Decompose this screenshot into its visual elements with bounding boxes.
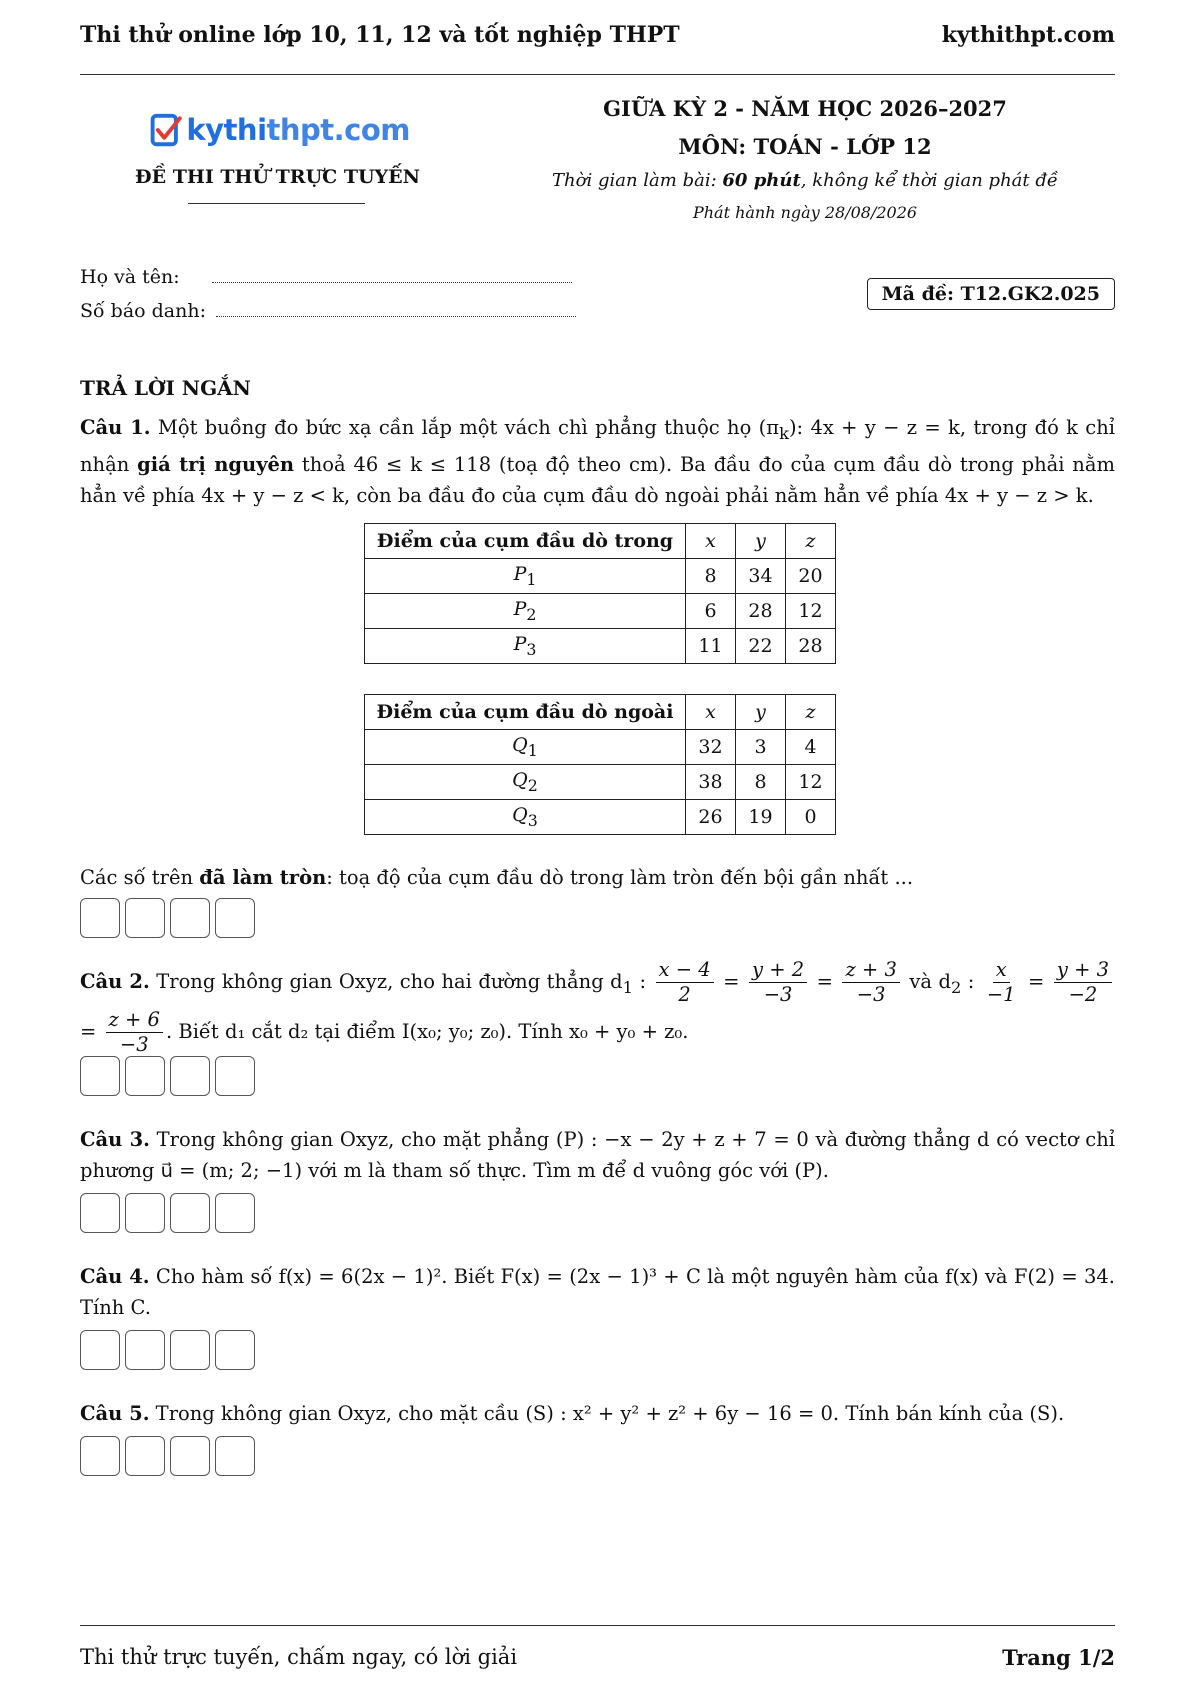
student-name-field[interactable] xyxy=(212,268,572,283)
table-cell: 12 xyxy=(786,765,836,800)
table-cell: 32 xyxy=(686,730,736,765)
page-number: Trang 1/2 xyxy=(1002,1645,1115,1670)
point-subscript: 2 xyxy=(526,604,537,624)
table-cell: 22 xyxy=(736,629,786,664)
section-title: TRẢ LỜI NGẮN xyxy=(80,376,251,400)
duration-prefix: Thời gian làm bài: xyxy=(552,170,723,191)
answer-box[interactable] xyxy=(125,1330,165,1370)
table-cell: 26 xyxy=(686,800,736,835)
header-divider xyxy=(80,74,1115,75)
question-1-text-a: Một buồng đo bức xạ cần lắp một vách chì phẳng thuộc họ (π xyxy=(150,416,780,439)
answer-box[interactable] xyxy=(170,1193,210,1233)
fraction-num: x − 4 xyxy=(656,958,714,983)
fraction xyxy=(1054,958,1112,1007)
question-4-label: Câu 4. xyxy=(80,1265,150,1288)
table-cell: 28 xyxy=(786,629,836,664)
logo-checkmark-icon xyxy=(150,104,182,156)
note-prefix: Các số trên xyxy=(80,866,200,889)
table-cell xyxy=(365,800,686,835)
table-cell: 0 xyxy=(786,800,836,835)
inner-probe-table xyxy=(364,523,836,664)
note-bold: đã làm tròn xyxy=(199,866,327,889)
logo-brand xyxy=(186,113,410,147)
answer-boxes-q5 xyxy=(80,1436,255,1476)
table-row xyxy=(365,800,836,835)
question-4 xyxy=(80,1261,1115,1323)
question-1-subscript: k xyxy=(779,423,789,443)
fraction-num: y + 2 xyxy=(749,958,807,983)
release-date: Phát hành ngày 28/08/2026 xyxy=(692,203,918,222)
question-2: Câu 2. Trong không gian Oxyz, cho hai đường thẳng $d_1$ : $\frac{x - 4}{2}$ = $\frac{y + 2}{-3}$ = $\frac{z + 3}{-3}$ và $d_2$ : $\frac{x}{-1}$ = $\frac{y + 3}{-2}$ = $\frac{z + 6}{-3}$ . Biết d₁ cắt d₂ tại điểm I(x₀; y₀; z₀). Tính x₀ + y₀ + z₀. xyxy=(80,958,1115,1057)
question-1 xyxy=(80,412,1115,511)
question-2-label: Câu 2. xyxy=(80,970,150,993)
subtitle-underline xyxy=(188,203,365,204)
question-1-bold: giá trị nguyên xyxy=(137,452,295,476)
table-header-cell: x xyxy=(686,524,736,559)
table-cell: 3 xyxy=(736,730,786,765)
table-header-row xyxy=(365,695,836,730)
answer-box[interactable] xyxy=(80,1436,120,1476)
fraction-num: z + 3 xyxy=(842,958,899,983)
table-header-cell: z xyxy=(786,695,836,730)
fraction-den: −1 xyxy=(986,983,1016,1006)
point-name: Q xyxy=(512,804,528,827)
fraction-num: x xyxy=(993,958,1010,983)
answer-box[interactable] xyxy=(215,1436,255,1476)
exam-subject: MÔN: TOÁN - LỚP 12 xyxy=(678,134,932,159)
running-header-left: Thi thử online lớp 10, 11, 12 và tốt nghiệp THPT xyxy=(80,22,680,48)
fraction-den: 2 xyxy=(678,983,691,1006)
fraction xyxy=(749,958,807,1007)
student-id-field[interactable] xyxy=(216,302,576,317)
answer-box[interactable] xyxy=(215,1056,255,1096)
student-id-row xyxy=(80,300,576,322)
question-3-label: Câu 3. xyxy=(80,1128,150,1151)
table-row xyxy=(365,629,836,664)
table-cell xyxy=(365,559,686,594)
table-header-cell: y xyxy=(736,524,786,559)
fraction-num: y + 3 xyxy=(1054,958,1112,983)
duration-value: 60 phút xyxy=(722,170,801,191)
point-subscript: 2 xyxy=(527,775,538,795)
question-2-and: và d xyxy=(909,970,951,993)
answer-box[interactable] xyxy=(80,1330,120,1370)
fraction xyxy=(656,958,714,1007)
answer-box[interactable] xyxy=(170,1056,210,1096)
logo xyxy=(150,100,410,160)
table-cell: 19 xyxy=(736,800,786,835)
student-name-row xyxy=(80,266,572,288)
answer-box[interactable] xyxy=(215,898,255,938)
note-suffix: : toạ độ của cụm đầu dò trong làm tròn đến bội gần nhất ... xyxy=(326,866,914,889)
answer-box[interactable] xyxy=(170,1330,210,1370)
answer-box[interactable] xyxy=(80,1193,120,1233)
table-header-cell: Điểm của cụm đầu dò trong xyxy=(365,524,686,559)
question-3-text: Trong không gian Oxyz, cho mặt phẳng (P) : −x − 2y + z + 7 = 0 và đường thẳng d có vectơ chỉ phương u⃗ = (m; 2; −1) với m là tham số thực. Tìm m để d vuông góc với (P). xyxy=(80,1128,1115,1182)
point-name: P xyxy=(513,633,527,656)
exam-type-subtitle: ĐỀ THI THỬ TRỰC TUYẾN xyxy=(135,166,420,188)
table-header-cell: x xyxy=(686,695,736,730)
fraction-den: −2 xyxy=(1068,983,1098,1006)
point-name: P xyxy=(513,563,527,586)
answer-box[interactable] xyxy=(80,898,120,938)
question-1-label: Câu 1. xyxy=(80,416,151,439)
point-name: Q xyxy=(512,769,528,792)
table-cell: 11 xyxy=(686,629,736,664)
answer-box[interactable] xyxy=(170,898,210,938)
question-2-sub1: 1 xyxy=(622,977,634,997)
question-3 xyxy=(80,1124,1115,1186)
question-4-text: Cho hàm số f(x) = 6(2x − 1)². Biết F(x) = (2x − 1)³ + C là một nguyên hàm của f(x) và F(2) = 34. Tính C. xyxy=(80,1265,1115,1319)
student-id-label: Số báo danh: xyxy=(80,300,207,322)
question-2-sub2: 2 xyxy=(950,977,962,997)
table-header-cell: y xyxy=(736,695,786,730)
table-header-cell: Điểm của cụm đầu dò ngoài xyxy=(365,695,686,730)
answer-box[interactable] xyxy=(170,1436,210,1476)
answer-boxes-q4 xyxy=(80,1330,255,1370)
fraction-den: −3 xyxy=(856,983,886,1006)
answer-box[interactable] xyxy=(80,1056,120,1096)
point-name: Q xyxy=(512,734,528,757)
outer-probe-table xyxy=(364,694,836,835)
question-5-text: Trong không gian Oxyz, cho mặt cầu (S) : x² + y² + z² + 6y − 16 = 0. Tính bán kính của (S). xyxy=(149,1402,1065,1425)
question-2-text-a: Trong không gian Oxyz, cho hai đường thẳng d xyxy=(149,970,623,993)
footer-divider xyxy=(80,1625,1115,1626)
running-header-right: kythithpt.com xyxy=(941,22,1115,48)
logo-brand-part2: thpt.com xyxy=(266,113,410,147)
answer-box[interactable] xyxy=(215,1330,255,1370)
answer-box[interactable] xyxy=(125,1193,165,1233)
table-row xyxy=(365,765,836,800)
table-cell: 8 xyxy=(736,765,786,800)
table-cell: 34 xyxy=(736,559,786,594)
table-cell: 38 xyxy=(686,765,736,800)
fraction xyxy=(984,958,1019,1007)
table-row xyxy=(365,559,836,594)
answer-boxes-q3 xyxy=(80,1193,255,1233)
question-1-text-c: thoả 46 ≤ k ≤ 118 (toạ độ theo cm). Ba đầu đo của cụm đầu dò trong phải nằm hẳn về phía 4x + y − z < k, còn ba đầu đo của cụm đầu dò ngoài phải nằm hẳn về phía 4x + y − z > k. xyxy=(80,452,1115,507)
footer-tagline: Thi thử trực tuyến, chấm ngay, có lời giải xyxy=(80,1645,518,1669)
fraction-num: z + 6 xyxy=(106,1008,163,1033)
table-cell xyxy=(365,730,686,765)
point-subscript: 3 xyxy=(526,639,537,659)
answer-box[interactable] xyxy=(125,898,165,938)
table-header-cell: z xyxy=(786,524,836,559)
table-row xyxy=(365,730,836,765)
fraction-den: −3 xyxy=(763,983,793,1006)
fraction-den: −3 xyxy=(119,1032,149,1056)
point-subscript: 1 xyxy=(527,740,538,760)
question-5-label: Câu 5. xyxy=(80,1402,150,1425)
exam-title: GIỮA KỲ 2 - NĂM HỌC 2026–2027 xyxy=(603,96,1007,121)
duration-suffix: , không kể thời gian phát đề xyxy=(800,170,1058,191)
answer-box[interactable] xyxy=(215,1193,255,1233)
question-1-note xyxy=(80,862,1115,893)
question-2-text-b: . Biết d₁ cắt d₂ tại điểm I(x₀; y₀; z₀). Tính x₀ + y₀ + z₀. xyxy=(165,1019,689,1043)
answer-boxes-q1 xyxy=(80,898,255,938)
answer-box[interactable] xyxy=(125,1056,165,1096)
table-cell: 12 xyxy=(786,594,836,629)
table-cell xyxy=(365,765,686,800)
table-cell: 6 xyxy=(686,594,736,629)
table-cell: 8 xyxy=(686,559,736,594)
table-cell: 4 xyxy=(786,730,836,765)
table-cell xyxy=(365,629,686,664)
point-subscript: 3 xyxy=(527,810,538,830)
question-1-text-b: ): 4x + y − z = k, trong đó k chỉ nhận xyxy=(80,416,1116,476)
exam-duration xyxy=(545,170,1065,191)
table-header-row xyxy=(365,524,836,559)
answer-boxes-q2 xyxy=(80,1056,255,1096)
table-cell: 28 xyxy=(736,594,786,629)
table-cell xyxy=(365,594,686,629)
exam-code-badge: Mã đề: T12.GK2.025 xyxy=(867,278,1115,310)
question-5 xyxy=(80,1398,1115,1429)
answer-box[interactable] xyxy=(125,1436,165,1476)
fraction xyxy=(106,1008,163,1057)
question-2-colon: : xyxy=(633,970,647,993)
point-subscript: 1 xyxy=(526,569,537,589)
student-name-label: Họ và tên: xyxy=(80,266,180,288)
logo-brand-part1: kythi xyxy=(186,113,267,147)
table-cell: 20 xyxy=(786,559,836,594)
point-name: P xyxy=(513,598,527,621)
fraction xyxy=(842,958,899,1007)
table-row xyxy=(365,594,836,629)
